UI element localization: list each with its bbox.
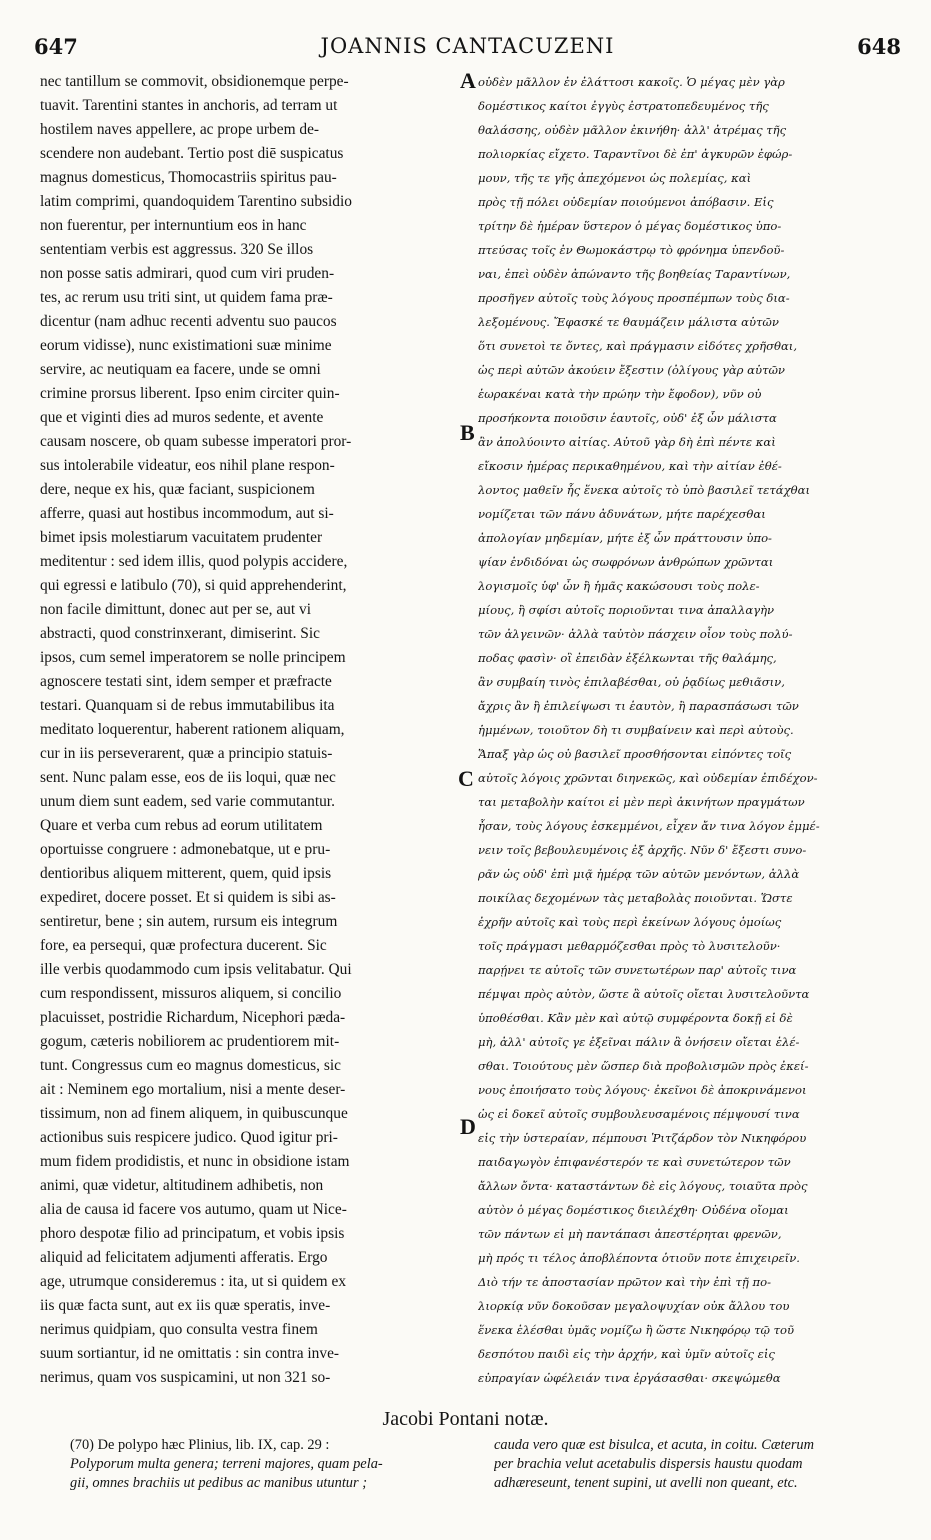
latin-text-line: sent. Nunc palam esse, eos de iis loqui, quæ nec [40, 769, 336, 786]
greek-text-line: ρᾶν ὡς οὐδ' ἐπὶ μιᾷ ἡμέρᾳ τῶν αὐτῶν μενόντων, ἀλλὰ [478, 867, 800, 881]
latin-text-line: abstracti, quod constrinxerant, dimiserint. Sic [40, 625, 320, 642]
latin-text-line: ipsos, cum semel imperatorem se nolle principem [40, 649, 346, 666]
latin-text-line: dicentur (nam adhuc recenti adventu suo paucos [40, 313, 337, 330]
greek-text-line: τῶν πάντων εἰ μὴ παντάπασι ἀπεστέρηται φρενῶν, [478, 1227, 782, 1241]
note-line: per brachia velut acetabulis dispersis haustu quodam [494, 1456, 803, 1472]
latin-text-line: meditato loquerentur, haberent rationem aliquam, [40, 721, 345, 738]
greek-text-line: προσήκοντα ποιοῦσιν ἑαυτοῖς, οὐδ' ἐξ ὧν μάλιστα [478, 411, 777, 425]
greek-text-line: παρῄνει τε αὐτοῖς τῶν συνετωτέρων παρ' αὐτοῖς τινα [478, 963, 797, 977]
latin-text-line: bimet ipsis molestiarum vacuitatem prudenter [40, 529, 323, 546]
greek-text-line: αὐτὸν ὁ μέγας δομέστικος διειλέχθη· Οὐδένα οἴομαι [478, 1203, 789, 1217]
latin-text-line: magnus domesticus, Thomocastriis spiritus pau- [40, 169, 337, 186]
greek-text-line: ναι, ἐπεὶ οὐδὲν ἀπώναντο τῆς βοηθείας Ταραντίνων, [478, 267, 791, 281]
greek-text-line: προσῆγεν αὐτοῖς τοὺς λόγους προσπέμπων τοὺς δια- [478, 291, 790, 305]
greek-text-line: ποδας φασὶν· οἳ ἐπειδὰν ἐξέλκωνται τῆς θαλάμης, [478, 651, 777, 665]
latin-text-line: fore, ea persequi, quæ profectura ducerent. Sic [40, 937, 327, 954]
greek-text-line: μὴ, ἀλλ' αὐτοῖς γε ἐξεῖναι πάλιν ἃ ὀνήσειν οἴεται ἑλέ- [478, 1035, 800, 1049]
greek-text-line: λοντος μαθεῖν ἧς ἕνεκα αὐτοῖς τὸ ὑπὸ βασιλεῖ τετάχθαι [478, 483, 810, 497]
latin-text-line: nerimus quidpiam, quo consulta vestra finem [40, 1321, 318, 1338]
greek-text-line: ὅτι συνετοὶ τε ὄντες, καὶ πράγμασιν εἰδότες χρῆσθαι, [478, 339, 798, 353]
page-number-left: 647 [34, 34, 78, 59]
greek-text-line: Διὸ τήν τε ἀποστασίαν πρῶτον καὶ τὴν ἐπὶ τῇ πο- [478, 1275, 772, 1289]
latin-text-line: cum respondissent, missuros aliquem, si concilio [40, 985, 342, 1002]
latin-text-line: tuavit. Tarentini stantes in anchoris, ad terram ut [40, 97, 338, 114]
latin-text-line: testari. Quanquam si de rebus immutabilibus ita [40, 697, 335, 714]
latin-text-line: phoro despotæ filio ad principatum, et vobis ipsis [40, 1225, 345, 1242]
greek-text-line: πολιορκίας εἴχετο. Ταραντῖνοι δὲ ἐπ' ἀγκυρῶν ἐφώρ- [478, 147, 793, 161]
latin-text-line: animi, quæ videtur, altitudinem adhibetis, non [40, 1177, 324, 1194]
note-line: adhæreseunt, tenent supini, ut avelli non queant, etc. [494, 1475, 798, 1491]
latin-text-line: mum fidem prodidistis, et nunc in obsidione istam [40, 1153, 350, 1170]
greek-text-line: μίους, ἢ σφίσι αὐτοῖς ποριοῦνται τινα ἀπαλλαγὴν [478, 603, 775, 617]
greek-text-line: θαλάσσης, οὐδὲν μᾶλλον ἐκινήθη· ἀλλ' ἀτρέμας τῆς [478, 123, 787, 137]
greek-text-line: λιορκίᾳ νῦν δοκοῦσαν μεγαλοψυχίαν οὐκ ἄλλου του [478, 1299, 790, 1313]
latin-text-line: afferre, quasi aut hostibus incommodum, aut si- [40, 505, 334, 522]
latin-text-line: ille verbis quodammodo cum ipsis velitabatur. Qui [40, 961, 352, 978]
latin-text-line: placuisset, postridie Richardum, Nicephori pæda- [40, 1009, 346, 1026]
latin-text-line: causam noscere, ob quam subesse imperatori pror- [40, 433, 352, 450]
latin-text-line: oportuisse congruere : admonebatque, ut e pru- [40, 841, 331, 858]
greek-text-line: ἂν ἀπολύοιντο αἰτίας. Αὐτοῦ γὰρ δὴ ἐπὶ πέντε καὶ [478, 435, 776, 449]
greek-text-line: Ἅπαξ γὰρ ὡς οὐ βασιλεῖ προσθήσονται εἰπόντες τοῖς [478, 747, 792, 761]
greek-text-line: ἄλλων ὄντα· καταστάντων δὲ εἰς λόγους, τοιαῦτα πρὸς [478, 1179, 808, 1193]
latin-text-line: hostilem naves appellere, ac prope urbem de- [40, 121, 320, 138]
greek-text-line: ἕνεκα ἑλέσθαι ὑμᾶς νομίζω ἢ ὥστε Νικηφόρῳ τῷ τοῦ [478, 1323, 795, 1337]
greek-text-line: ται μεταβολὴν καίτοι εἰ μὲν περὶ ἀκινήτων πραγμάτων [478, 795, 805, 809]
latin-text-line: dere, neque ex his, quæ faciant, suspicionem [40, 481, 315, 498]
latin-text-line: alia de causa id facere vos autumo, quam ut Nice- [40, 1201, 347, 1218]
latin-column [40, 70, 458, 1390]
greek-text-line: εἴκοσιν ἡμέρας περικαθημένου, καὶ τὴν αἰτίαν ἐθέ- [478, 459, 782, 473]
latin-text-line: latim comprimi, quandoquidem Tarentino subsidio [40, 193, 352, 210]
latin-text-line: crimine prorsus liberent. Ipso enim circiter quin- [40, 385, 340, 402]
latin-text-line: sus intolerabile videatur, eos nihil plane respon- [40, 457, 335, 474]
latin-text-line: meditentur : sed idem illis, quod polypis accidere, [40, 553, 348, 570]
latin-text-line: actionibus suis respicere judico. Quod igitur pri- [40, 1129, 338, 1146]
greek-text-line: σθαι. Τοιούτους μὲν ὥσπερ διὰ προβολισμῶν πρὸς ἐκεί- [478, 1059, 809, 1073]
greek-text-line: πτεύσας τοῖς ἐν Θωμοκάστρῳ τὸ φρόνημα ὑπενδοῦ- [478, 243, 785, 257]
latin-text-line: iis quæ facta sunt, aut ex iis quæ speratis, inve- [40, 1297, 331, 1314]
greek-text-line: ποικίλας δεχομένων τὰς μεταβολὰς ποιοῦνται. Ὥστε [478, 891, 793, 905]
notes-right-column [494, 1436, 912, 1493]
latin-text-line: tissimum, non ad finem aliquem, in quibuscunque [40, 1105, 348, 1122]
greek-text-line: νους ἐποιήσατο τοὺς λόγους· ἐκεῖνοι δὲ ἀποκρινάμενοι [478, 1083, 807, 1097]
greek-text-line: αὐτοῖς λόγοις χρῶνται διηνεκῶς, καὶ οὐδεμίαν ἐπιδέχον- [478, 771, 818, 785]
greek-text-line: οὐδὲν μᾶλλον ἐν ἐλάττοσι κακοῖς. Ὁ μέγας μὲν γὰρ [478, 75, 785, 89]
greek-text-line: ὑποθέσθαι. Κἂν μὲν καὶ αὐτῷ συμφέροντα δοκῇ εἰ δὲ [478, 1011, 793, 1025]
latin-text-line: qui egressi e latibulo (70), si quid apprehenderint, [40, 577, 347, 594]
latin-text-line: non facile dimittunt, donec aut per se, aut vi [40, 601, 311, 618]
section-marker-c: C [458, 766, 474, 791]
section-marker-a: A [460, 68, 476, 93]
latin-text-line: cur in iis perseverarent, quæ a principio statuis- [40, 745, 333, 762]
greek-text-line: ἀπολογίαν μηδεμίαν, μήτε ἐξ ὧν πράττουσιν ὑπο- [478, 531, 772, 545]
greek-text-line: μὴ πρός τι τέλος ἀποβλέποντα ὁτιοῦν ποτε ἐπιχειρεῖν. [478, 1251, 800, 1265]
latin-text-line: nec tantillum se commovit, obsidionemque perpe- [40, 73, 349, 90]
latin-text-line: unum diem sunt eadem, sed varie commutantur. [40, 793, 335, 810]
latin-text-line: non posse satis admirari, quod cum viri pruden- [40, 265, 335, 282]
latin-text-line: aliquid ad felicitatem adjumenti afferatis. Ergo [40, 1249, 328, 1266]
running-title: JOANNIS CANTACUZENI [320, 34, 615, 58]
greek-text-line: εἰς τὴν ὑστεραίαν, πέμπουσι Ῥιτζάρδον τὸν Νικηφόρου [478, 1131, 807, 1145]
latin-text-line: tunt. Congressus cum eo magnus domesticus, sic [40, 1057, 341, 1074]
latin-text-line: agnoscere testati sint, idem semper et præfracte [40, 673, 332, 690]
note-line: (70) De polypo hæc Plinius, lib. IX, cap. 29 : [70, 1437, 330, 1453]
greek-text-line: παιδαγωγὸν ἐπιφανέστερόν τε καὶ συνετώτερον τῶν [478, 1155, 791, 1169]
greek-text-line: δομέστικος καίτοι ἐγγὺς ἐστρατοπεδευμένος τῆς [478, 99, 769, 113]
greek-text-line: δεσπότου παιδὶ εἰς τὴν ἀρχήν, καὶ ὑμῖν αὐτοῖς εἰς [478, 1347, 775, 1361]
latin-text-line: tes, ac rerum usu triti sint, ut quidem fama præ- [40, 289, 333, 306]
latin-text-line: scendere non audebant. Tertio post diē suspicatus [40, 145, 344, 162]
greek-text-line: ἄχρις ἂν ἢ ἐπιλείψωσι τι ἑαυτὸν, ἢ παρασπάσωσι τῶν [478, 699, 799, 713]
greek-text-line: ἂν συμβαίη τινὸς ἐπιλαβέσθαι, οὐ ῥᾳδίως μεθιᾶσιν, [478, 675, 785, 689]
latin-text-line: non fuerentur, per internuntium eos in hanc [40, 217, 307, 234]
greek-text-line: ἐχρῆν αὐτοῖς καὶ τοὺς περὶ ἐκείνων λόγους ὁμοίως [478, 915, 782, 929]
greek-text-line: ἑωρακέναι κατὰ τὴν πρώην τὴν ἔφοδον), νῦν οὐ [478, 387, 762, 401]
latin-text-line: sentiretur, bene ; sin autem, rursum eis integrum [40, 913, 338, 930]
greek-column [478, 70, 908, 1390]
greek-text-line: ψίαν ἐνδιδόναι ὡς σωφρόνων ἀνθρώπων χρῶνται [478, 555, 774, 569]
greek-text-line: ἡμμένων, τοιοῦτον δὴ τι συμβαίνειν καὶ περὶ αὐτοὺς. [478, 723, 794, 737]
greek-text-line: ἦσαν, τοὺς λόγους ἐσκεμμένοι, εἶχεν ἄν τινα λόγον ἐμμέ- [478, 819, 820, 833]
latin-text-line: dentioribus aliquem mitterent, quem, quid ipsis [40, 865, 332, 882]
note-line: gii, omnes brachiis ut pedibus ac manibus utuntur ; [70, 1475, 367, 1491]
greek-text-line: τῶν ἀλγεινῶν· ἀλλὰ ταὐτὸν πάσχειν οἷον τοὺς πολύ- [478, 627, 793, 641]
latin-text-line: expediret, docere posset. Et si quidem is sibi as- [40, 889, 336, 906]
latin-text-line: eorum vidisse), nunc existimationi suæ minime [40, 337, 332, 354]
greek-text-line: εὐπραγίαν ὠφέλειάν τινα ἐργάσασθαι· σκεψώμεθα [478, 1371, 781, 1385]
note-line: cauda vero quæ est bisulca, et acuta, in coitu. Cæterum [494, 1437, 815, 1453]
latin-text-line: suum sortiantur, id ne omittatis : sin contra inve- [40, 1345, 340, 1362]
latin-text-line: servire, ac neutiquam ea facere, unde se omni [40, 361, 321, 378]
page-header [34, 34, 901, 64]
latin-text-line: que et viginti dies ad muros sedente, et avente [40, 409, 324, 426]
greek-text-line: τρίτην δὲ ἡμέραν ὕστερον ὁ μέγας δομέστικος ὑπο- [478, 219, 782, 233]
section-marker-d: D [460, 1114, 476, 1139]
greek-text-line: πρὸς τῇ πόλει οὐδεμίαν ποιούμενοι ἀπόβασιν. Εἰς [478, 195, 774, 209]
greek-text-line: τοῖς πράγμασι μεθαρμόζεσθαι πρὸς τὸ λυσιτελοῦν· [478, 939, 781, 953]
greek-text-line: νομίζεται τῶν πάνυ ἀδυνάτων, μήτε παρέχεσθαι [478, 507, 766, 521]
latin-text-line: ait : Neminem ego mortalium, nisi a mente deser- [40, 1081, 346, 1098]
greek-text-line: νειν τοῖς βεβουλευμένοις ἐξ ἀρχῆς. Νῦν δ' ἔξεστι συνο- [478, 843, 807, 857]
greek-text-line: πέμψαι πρὸς αὐτὸν, ὥστε ἃ αὐτοῖς οἴεται λυσιτελοῦντα [478, 987, 810, 1001]
latin-text-line: nerimus, quam vos suspicamini, ut non 321 so- [40, 1369, 331, 1386]
greek-text-line: ὡς εἰ δοκεῖ αὐτοῖς συμβουλευσαμένοις πέμψουσί τινα [478, 1107, 800, 1121]
greek-text-line: λογισμοῖς ὑφ' ὧν ἢ ἡμᾶς κακώσουσι τοὺς πολε- [478, 579, 760, 593]
page-number-right: 648 [857, 34, 901, 59]
greek-text-line: μουν, τῆς τε γῆς ἀπεχόμενοι ὡς πολεμίας, καὶ [478, 171, 752, 185]
note-line: Polyporum multa genera; terreni majores, quam pela- [70, 1456, 383, 1472]
greek-text-line: λεξομένους. Ἔφασκέ τε θαυμάζειν μάλιστα αὐτῶν [478, 315, 779, 329]
notes-left-column [70, 1436, 468, 1493]
latin-text-line: sententiam verbis est aggressus. 320 Se illos [40, 241, 314, 258]
section-marker-b: B [460, 420, 475, 445]
latin-text-line: gogum, cæteris nobiliorem ac prudentiorem mit- [40, 1033, 340, 1050]
latin-text-line: age, utrumque consideremus : ita, ut si quidem ex [40, 1273, 347, 1290]
latin-text-line: Quare et verba cum rebus ad eorum utilitatem [40, 817, 323, 834]
greek-text-line: ὡς περὶ αὐτῶν ἀκούειν ἔξεστιν (ὀλίγους γὰρ αὐτῶν [478, 363, 785, 377]
notes-title: Jacobi Pontani notæ. [382, 1408, 549, 1430]
